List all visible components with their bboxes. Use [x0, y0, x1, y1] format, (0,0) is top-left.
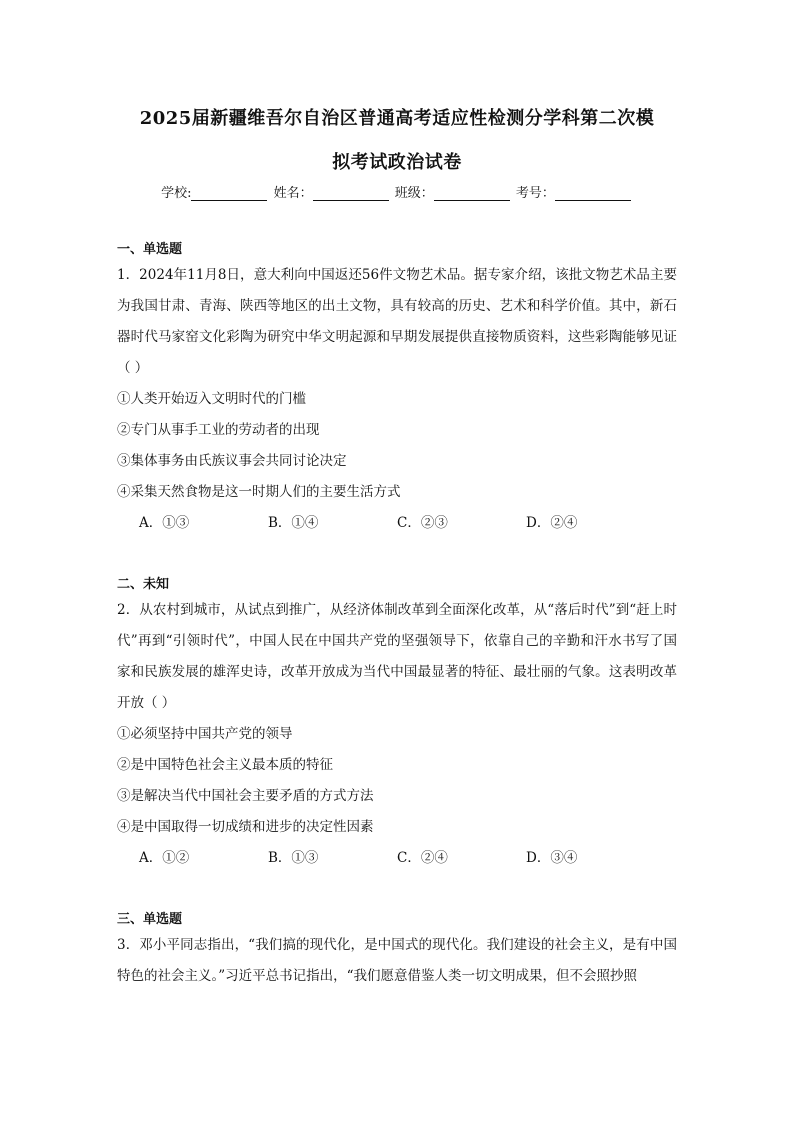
class-label: 班级：: [394, 186, 434, 201]
exam-number-label: 考号：: [515, 186, 555, 201]
choice-d[interactable]: D．②④: [526, 515, 578, 531]
school-blank[interactable]: [191, 187, 267, 201]
choice-b[interactable]: B．①④: [268, 515, 319, 531]
question-option: ③集体事务由氏族议事会共同讨论决定: [117, 453, 347, 469]
question-option: ②是中国特色社会主义最本质的特征: [117, 757, 333, 773]
choice-a[interactable]: A．①③: [139, 515, 190, 531]
choice-c[interactable]: C．②③: [397, 515, 448, 531]
question-option: ②专门从事手工业的劳动者的出现: [117, 422, 320, 438]
choice-c[interactable]: C．②④: [397, 850, 448, 866]
question-option: ④是中国取得一切成绩和进步的决定性因素: [117, 819, 374, 835]
name-blank[interactable]: [313, 187, 389, 201]
student-info-row: [0, 182, 794, 201]
question-stem: 3．邓小平同志指出，“我们搞的现代化，是中国式的现代化。我们建设的社会主义，是有中国特色的社会主义。”习近平总书记指出，“我们愿意借鉴人类一切文明成果，但不会照抄照: [117, 937, 677, 984]
choice-b[interactable]: B．①③: [268, 850, 319, 866]
section-heading: 三、单选题: [117, 912, 183, 927]
choice-a[interactable]: A．①②: [139, 850, 190, 866]
school-label: 学校:: [161, 186, 192, 201]
name-label: 姓名：: [273, 186, 313, 201]
question-stem: 2．从农村到城市，从试点到推广，从经济体制改革到全面深化改革，从“落后时代”到“赶上时代”再到“引领时代”，中国人民在中国共产党的坚强领导下，依靠自己的辛勤和汗水书写了国家和民族发展的雄浑史诗，改革开放成为当代中国最显著的特征、最壮丽的气象。这表明改革开放（ ）: [117, 602, 677, 711]
section-heading: 二、未知: [117, 577, 170, 592]
choice-d[interactable]: D．③④: [526, 850, 578, 866]
exam-title-line2: 拟考试政治试卷: [332, 152, 462, 173]
section-heading: 一、单选题: [117, 242, 183, 257]
exam-content: [117, 240, 677, 992]
exam-number-blank[interactable]: [555, 187, 631, 201]
answer-choices: [117, 508, 677, 539]
question-option: ①人类开始迈入文明时代的门槛: [117, 391, 306, 407]
class-blank[interactable]: [434, 187, 510, 201]
question-option: ③是解决当代中国社会主要矛盾的方式方法: [117, 788, 374, 804]
exam-title-line1: 2025届新疆维吾尔自治区普通高考适应性检测分学科第二次模: [139, 108, 655, 129]
answer-choices: [117, 843, 677, 874]
question-option: ④采集天然食物是这一时期人们的主要生活方式: [117, 484, 401, 500]
question-option: ①必须坚持中国共产党的领导: [117, 726, 293, 742]
question-stem: 1．2024年11月8日，意大利向中国返还56件文物艺术品。据专家介绍，该批文物艺术品主要为我国甘肃、青海、陕西等地区的出土文物，具有较高的历史、艺术和科学价值。其中，新石器时代马家窑文化彩陶为研究中华文明起源和早期发展提供直接物质资料，这些彩陶能够见证（ ）: [117, 267, 677, 376]
